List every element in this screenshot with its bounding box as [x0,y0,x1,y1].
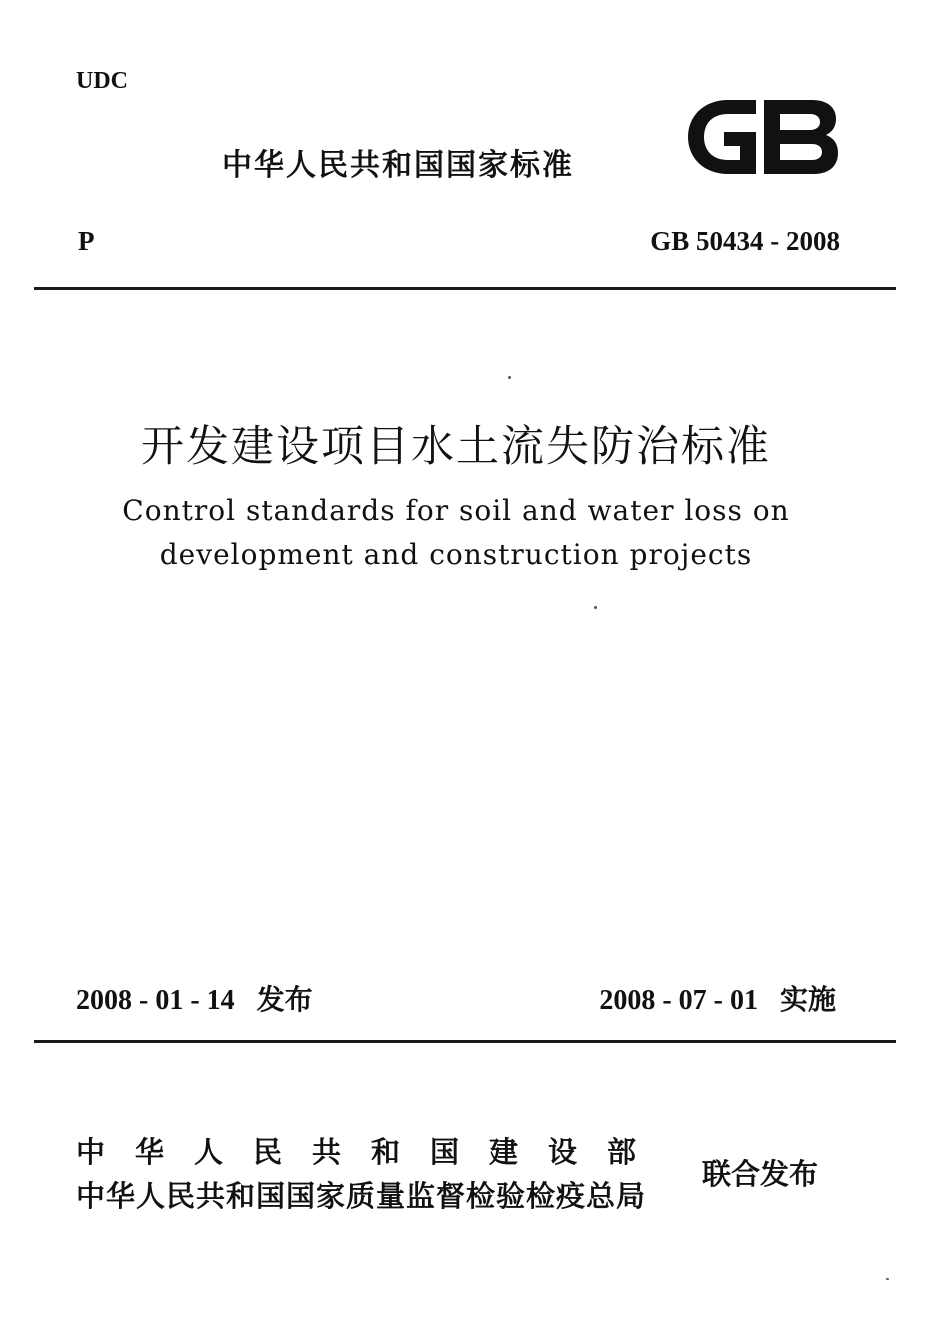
implement-date-block [599,978,836,1018]
category-code: P [78,226,95,256]
issuer-aqsiq: 中华人民共和国国家质量监督检验检疫总局 [76,1179,647,1213]
title-chinese: 开发建设项目水土流失防治标准 [141,422,771,472]
top-divider [34,287,896,290]
udc-label: UDC [76,68,128,94]
issuer-ministry: 中华人民共和国建设部 [76,1135,667,1169]
bottom-divider [34,1040,896,1043]
issue-date-block [76,978,313,1018]
scan-speck [508,376,511,379]
gb-logo-text: GB [684,96,686,97]
scan-speck [886,1278,889,1280]
gb-logo [684,96,840,178]
national-standard-heading: 中华人民共和国国家标准 [222,148,574,183]
title-english-line2: development and construction projects [159,538,753,571]
implement-date: 2008 - 07 - 01 [599,985,758,1016]
issue-label: 发布 [256,983,313,1016]
implement-label: 实施 [779,983,836,1016]
title-english-line1: Control standards for soil and water loss on [122,494,790,527]
scan-speck [594,606,597,609]
standard-number: GB 50434 - 2008 [650,226,840,256]
joint-issue-label: 联合发布 [702,1157,819,1191]
issue-date: 2008 - 01 - 14 [76,985,235,1016]
